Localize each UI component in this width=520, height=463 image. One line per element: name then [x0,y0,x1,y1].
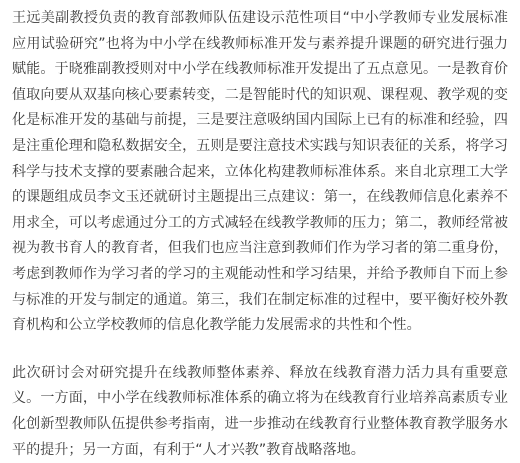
article-body [12,6,508,463]
paragraph-significance: 此次研讨会对研究提升在线教师整体素养、释放在线教育潜力活力具有重要意义。一方面，中小学在线教师标准体系的确立将为在线教育行业培养高素质专业化创新型教师队伍提供参考指南，进一步推动在线教育行业整体教育教学服务水平的提升；另一方面，有利于“人才兴教”教育战略落地。 [12,364,508,458]
paragraph-symposium-opinions: 王远美副教授负责的教育部教师队伍建设示范性项目“中小学教师专业发展标准应用试验研究”也将为中小学在线教师标准开发与素养提升课题的研究进行强力赋能。于晓雅副教授则对中小学在线教师标准开发提出了五点意见。一是教育价值取向要从双基向核心要素转变，二是智能时代的知识观、课程观、教学观的变化是标准开发的基础与前提，三是要注意吸纳国内国际上已有的标准和经验，四是注重伦理和隐私数据安全，五则是要注意技术实践与知识表征的关系，将学习科学与技术支撑的要素融合起来，立体化构建教师标准体系。来自北京理工大学的课题组成员李文玉还就研讨主题提出三点建议：第一，在线教师信息化素养不用求全，可以考虑通过分工的方式减轻在线教学教师的压力；第二，教师经常被视为教书育人的教育者，但我们也应当注意到教师们作为学习者的第二重身份，考虑到教师作为学习者的学习的主观能动性和学习结果，并给予教师自下而上参与标准的开发与制定的通道。第三，我们在制定标准的过程中，要平衡好校外教育机构和公立学校教师的信息化教学能力发展需求的共性和个性。 [12,10,508,334]
